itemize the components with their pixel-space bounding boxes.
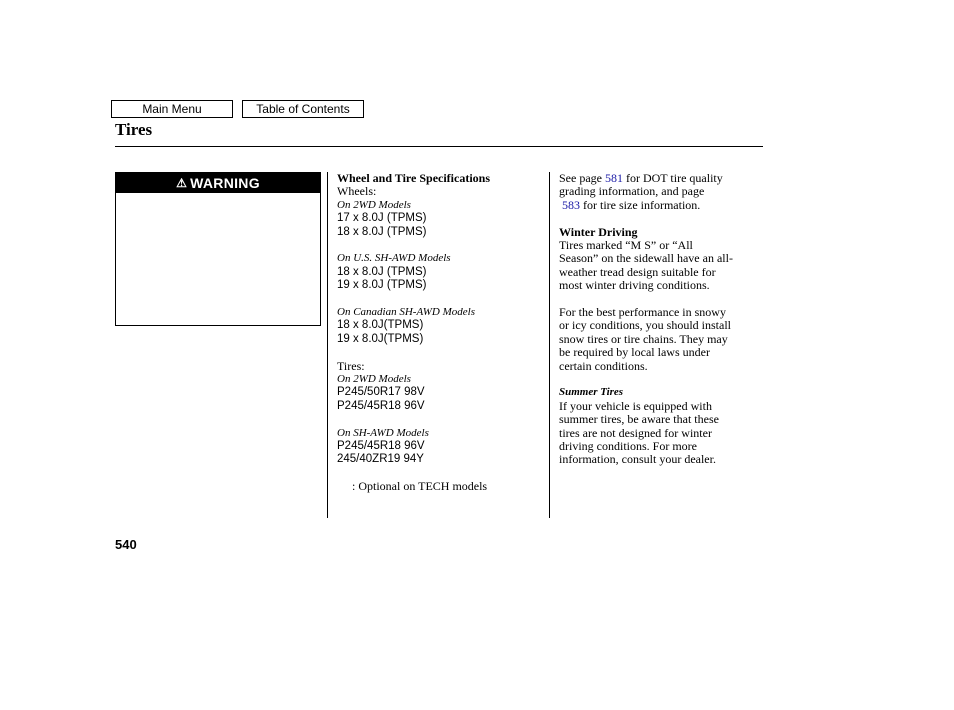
wheel-spec: 17 x 8.0J (TPMS): [337, 212, 427, 225]
column-divider: [549, 172, 550, 518]
wheels-label: Wheels:: [337, 184, 377, 199]
paragraph-line: be required by local laws under: [559, 345, 710, 360]
tire-spec: 245/40ZR19 94Y: [337, 453, 424, 466]
paragraph-line: Season” on the sidewall have an all-: [559, 251, 733, 266]
paragraph-line: tires are not designed for winter: [559, 425, 712, 440]
paragraph-line: If your vehicle is equipped with: [559, 398, 712, 413]
specs-column: [337, 172, 542, 494]
paragraph-line: summer tires, be aware that these: [559, 412, 719, 427]
tire-spec: P245/45R18 96V: [337, 440, 425, 453]
warning-box: [115, 172, 321, 326]
page-583-link[interactable]: 583: [562, 197, 580, 212]
warning-label: WARNING: [190, 175, 260, 191]
tires-label: Tires:: [337, 358, 365, 373]
main-menu-button[interactable]: Main Menu: [111, 100, 233, 118]
wheel-spec: 19 x 8.0J(TPMS): [337, 332, 424, 345]
specs-heading: Wheel and Tire Specifications: [337, 171, 491, 185]
tires-awd-label: On SH-AWD Models: [337, 426, 429, 439]
paragraph-line: Tires marked “M S” or “All: [559, 238, 693, 253]
paragraph-line: driving conditions. For more: [559, 439, 697, 454]
warning-header: [116, 173, 320, 193]
footnote: : Optional on TECH models: [352, 479, 488, 494]
page-title: Tires: [115, 120, 153, 139]
page-number: 540: [115, 537, 137, 552]
wheels-us-label: On U.S. SH-AWD Models: [337, 252, 451, 265]
tire-spec: P245/50R17 98V: [337, 386, 425, 399]
paragraph-line: information, consult your dealer.: [559, 452, 716, 467]
wheels-ca-label: On Canadian SH-AWD Models: [337, 306, 475, 319]
paragraph-line: most winter driving conditions.: [559, 278, 710, 293]
wheel-spec: 19 x 8.0J (TPMS): [337, 279, 427, 292]
summer-heading: Summer Tires: [559, 386, 624, 399]
tire-spec: P245/45R18 96V: [337, 399, 425, 412]
winter-heading: Winter Driving: [559, 224, 638, 239]
see-page-line: 583 for tire size information.: [562, 197, 701, 212]
warning-triangle-icon: ⚠: [176, 176, 188, 190]
paragraph-line: For the best performance in snowy: [559, 305, 726, 320]
page-581-link[interactable]: 581: [604, 171, 623, 185]
wheel-spec: 18 x 8.0J (TPMS): [337, 225, 427, 238]
see-page-line: grading information, and page: [559, 184, 705, 199]
paragraph-line: or icy conditions, you should install: [559, 318, 731, 333]
wheel-spec: 18 x 8.0J(TPMS): [337, 319, 424, 332]
tires-2wd-label: On 2WD Models: [337, 373, 411, 386]
see-page-line: See page 581 for DOT tire quality: [559, 171, 723, 185]
wheels-2wd-label: On 2WD Models: [337, 198, 411, 211]
paragraph-line: weather tread design suitable for: [559, 264, 716, 279]
column-divider: [327, 172, 328, 518]
paragraph-line: snow tires or tire chains. They may: [559, 331, 728, 346]
wheel-spec: 18 x 8.0J (TPMS): [337, 265, 427, 278]
paragraph-line: certain conditions.: [559, 358, 648, 373]
info-column: [559, 172, 759, 467]
title-divider: [115, 146, 763, 147]
table-of-contents-button[interactable]: Table of Contents: [242, 100, 364, 118]
